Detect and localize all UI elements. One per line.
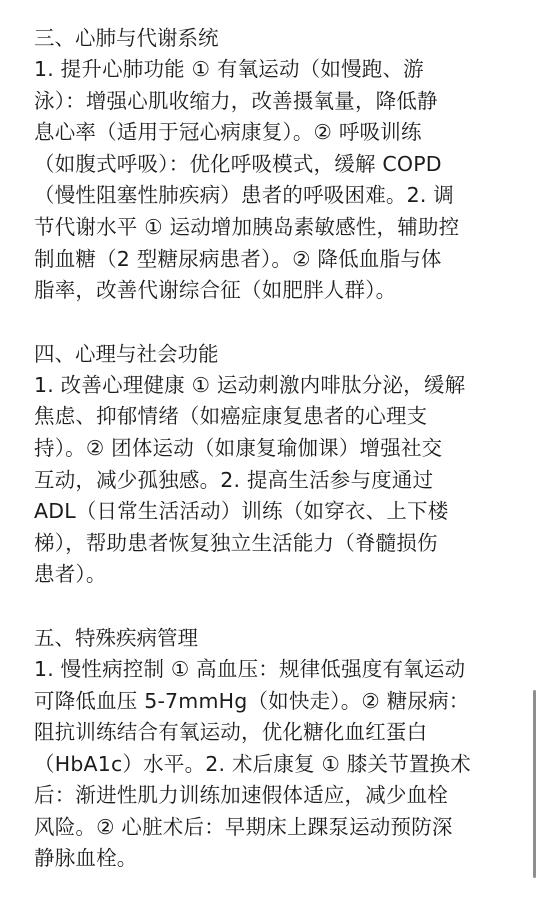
paragraph-line: 1. 提升心肺功能 ① 有氧运动（如慢跑、游 — [34, 57, 424, 81]
paragraph-line: 风险。② 心脏术后：早期床上踝泵运动预防深 — [34, 814, 453, 839]
section-heading: 四、心理与社会功能 — [34, 341, 219, 366]
paragraph-line: 持）。② 团体运动（如康复瑜伽课）增强社交 — [34, 435, 443, 460]
section-special-disease-management — [34, 622, 512, 875]
paragraph-line: 1. 慢性病控制 ① 高血压：规律低强度有氧运动 — [34, 656, 466, 681]
paragraph-line: ADL（日常生活活动）训练（如穿衣、上下楼 — [34, 499, 449, 524]
section-cardiopulmonary-metabolic — [34, 22, 512, 307]
paragraph-line: 静脉血栓。 — [34, 846, 138, 871]
document-body — [34, 22, 512, 906]
paragraph-line: 阻抗训练结合有氧运动，优化糖化血红蛋白 — [34, 720, 428, 745]
paragraph-line: 可降低血压 5-7mmHg（如快走）。② 糖尿病： — [34, 688, 470, 713]
paragraph-line: 互动，减少孤独感。2. 提高生活参与度通过 — [34, 467, 434, 492]
section-heading: 五、特殊疾病管理 — [34, 625, 198, 650]
paragraph-line: 脂率，改善代谢综合征（如肥胖人群）。 — [34, 278, 397, 303]
paragraph-line: （HbA1c）水平。2. 术后康复 ① 膝关节置换术 — [34, 751, 471, 776]
section-heading: 三、心肺与代谢系统 — [34, 26, 219, 50]
paragraph-line: 患者）。 — [34, 562, 107, 587]
paragraph-line: （慢性阻塞性肺疾病）患者的呼吸困难。2. 调 — [34, 183, 454, 208]
paragraph-line: 1. 改善心理健康 ① 运动刺激内啡肽分泌，缓解 — [34, 372, 466, 397]
paragraph-line: 梯），帮助患者恢复独立生活能力（脊髓损伤 — [34, 530, 438, 555]
paragraph-line: 后：渐进性肌力训练加速假体适应，减少血栓 — [34, 783, 448, 808]
vertical-scrollbar[interactable] — [533, 690, 536, 878]
paragraph-line: 息心率（适用于冠心病康复）。② 呼吸训练 — [34, 120, 422, 145]
paragraph-line: （如腹式呼吸）：优化呼吸模式，缓解 COPD — [34, 151, 442, 176]
section-psychological-social — [34, 338, 512, 591]
paragraph-line: 焦虑、抑郁情绪（如癌症康复患者的心理支 — [34, 404, 428, 429]
paragraph-line: 泳）：增强心肌收缩力，改善摄氧量，降低静 — [34, 88, 438, 113]
paragraph-line: 节代谢水平 ① 运动增加胰岛素敏感性，辅助控 — [34, 214, 460, 239]
paragraph-line: 制血糖（2 型糖尿病患者）。② 降低血脂与体 — [34, 246, 442, 271]
